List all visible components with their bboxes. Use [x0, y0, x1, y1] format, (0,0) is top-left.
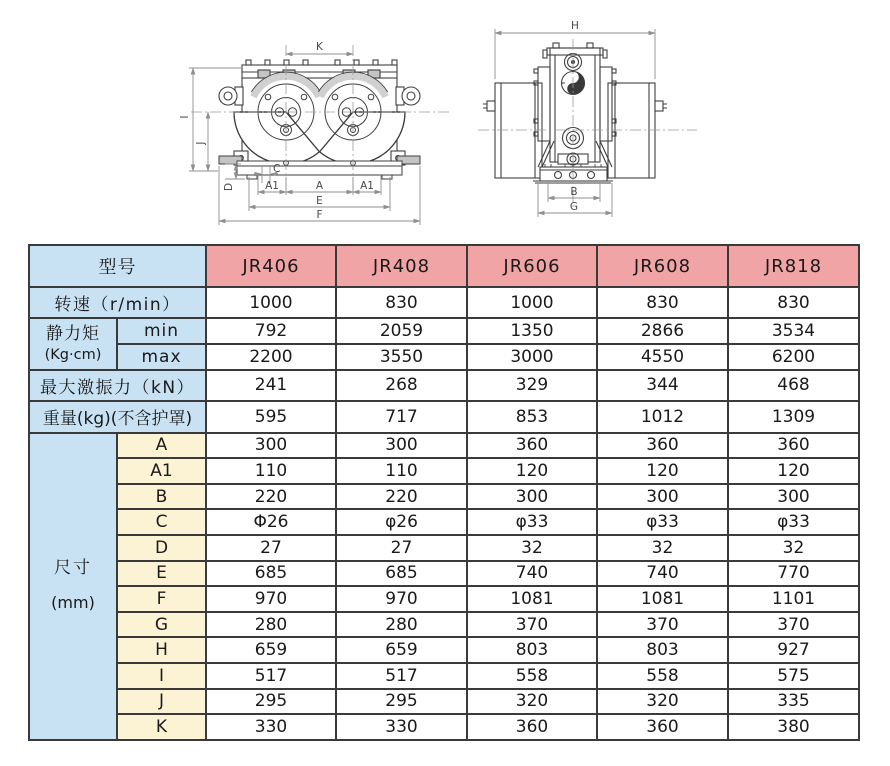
value-cell: 220 — [206, 484, 336, 510]
sub-label-F: F — [117, 586, 206, 612]
value-cell: 27 — [206, 535, 336, 561]
dim-label-h: H — [571, 20, 579, 32]
value-cell: 2200 — [206, 344, 336, 370]
value-cell: 2866 — [597, 318, 728, 344]
value-cell: 685 — [336, 561, 467, 587]
value-cell: 241 — [206, 370, 336, 401]
value-cell: 1350 — [467, 318, 597, 344]
value-cell: 220 — [336, 484, 467, 510]
dim-label-i: I — [179, 115, 191, 119]
value-cell: 32 — [467, 535, 597, 561]
value-cell: 685 — [206, 561, 336, 587]
value-cell: 120 — [728, 458, 859, 484]
dim-label-a1-right: A1 — [360, 180, 374, 192]
sub-label-K: K — [117, 714, 206, 740]
row-max-force — [29, 370, 859, 401]
value-cell: 517 — [206, 663, 336, 689]
row-dim-A1 — [29, 458, 859, 484]
value-cell: 32 — [597, 535, 728, 561]
value-cell: 300 — [336, 433, 467, 459]
value-cell: 517 — [336, 663, 467, 689]
value-cell: 295 — [206, 689, 336, 715]
row-static-moment-min — [29, 318, 859, 344]
value-cell: 360 — [467, 714, 597, 740]
value-cell: 360 — [597, 714, 728, 740]
model-cell-jr406: JR406 — [206, 245, 336, 287]
value-cell: 927 — [728, 637, 859, 663]
row-label-max-force: 最大激振力（kN） — [29, 370, 206, 401]
value-cell: 27 — [336, 535, 467, 561]
value-cell: 370 — [467, 612, 597, 638]
row-label-weight: 重量(kg)(不含护罩) — [29, 401, 206, 432]
value-cell: 3000 — [467, 344, 597, 370]
value-cell: 110 — [206, 458, 336, 484]
value-cell: φ33 — [467, 509, 597, 535]
value-cell: 295 — [336, 689, 467, 715]
value-cell: 468 — [728, 370, 859, 401]
value-cell: 370 — [597, 612, 728, 638]
value-cell: 659 — [336, 637, 467, 663]
value-cell: 320 — [467, 689, 597, 715]
value-cell: 280 — [206, 612, 336, 638]
value-cell: 300 — [728, 484, 859, 510]
row-label-speed: 转速（r/min） — [29, 287, 206, 318]
dim-label-e: E — [316, 195, 323, 207]
dim-label-c: C — [273, 163, 281, 175]
row-dim-H — [29, 637, 859, 663]
value-cell: 360 — [597, 433, 728, 459]
value-cell: 370 — [728, 612, 859, 638]
value-cell: 330 — [336, 714, 467, 740]
dim-label-b: B — [570, 186, 578, 198]
side-view-drawing — [470, 15, 705, 235]
value-cell: 830 — [728, 287, 859, 318]
value-cell: 558 — [597, 663, 728, 689]
value-cell: 659 — [206, 637, 336, 663]
row-dim-A — [29, 433, 859, 459]
row-label-dimensions — [29, 433, 117, 740]
row-label-static-moment — [29, 318, 117, 369]
base-frame — [219, 156, 420, 179]
row-dim-C — [29, 509, 859, 535]
dim-label-g: G — [569, 201, 579, 213]
value-cell: φ33 — [728, 509, 859, 535]
value-cell: 740 — [467, 561, 597, 587]
value-cell: 717 — [336, 401, 467, 432]
value-cell: 344 — [597, 370, 728, 401]
spec-table — [28, 244, 860, 741]
eccentric-weights — [234, 112, 405, 164]
sub-label-J: J — [117, 689, 206, 715]
value-cell: φ26 — [336, 509, 467, 535]
row-dim-G — [29, 612, 859, 638]
value-cell: 6200 — [728, 344, 859, 370]
row-static-moment-max — [29, 344, 859, 370]
sub-label-D: D — [117, 535, 206, 561]
sub-label-max: max — [117, 344, 206, 370]
exciter-body — [534, 43, 616, 167]
row-dim-B — [29, 484, 859, 510]
value-cell: 4550 — [597, 344, 728, 370]
sub-label-A: A — [117, 433, 206, 459]
value-cell: 280 — [336, 612, 467, 638]
model-cell-jr408: JR408 — [336, 245, 467, 287]
value-cell: 329 — [467, 370, 597, 401]
value-cell: 1309 — [728, 401, 859, 432]
value-cell: 300 — [467, 484, 597, 510]
value-cell: Φ26 — [206, 509, 336, 535]
dimensions-unit: (mm) — [51, 593, 95, 613]
value-cell: 1000 — [206, 287, 336, 318]
model-cell-jr608: JR608 — [597, 245, 728, 287]
dim-label-d: D — [223, 182, 235, 192]
row-dim-F — [29, 586, 859, 612]
value-cell: 853 — [467, 401, 597, 432]
value-cell: 300 — [206, 433, 336, 459]
value-cell: 595 — [206, 401, 336, 432]
sub-label-C: C — [117, 509, 206, 535]
value-cell: 1101 — [728, 586, 859, 612]
dim-label-a: A — [315, 180, 324, 192]
sub-label-A1: A1 — [117, 458, 206, 484]
row-dim-I — [29, 663, 859, 689]
lifting-eye-right — [396, 87, 420, 105]
value-cell: 830 — [597, 287, 728, 318]
value-cell: 1000 — [467, 287, 597, 318]
model-cell-jr606: JR606 — [467, 245, 597, 287]
value-cell: 300 — [597, 484, 728, 510]
value-cell: 770 — [728, 561, 859, 587]
row-speed — [29, 287, 859, 318]
value-cell: 575 — [728, 663, 859, 689]
static-moment-unit: (Kg·cm) — [44, 347, 102, 364]
dim-label-k: K — [316, 41, 323, 53]
sub-label-I: I — [117, 663, 206, 689]
front-view-drawing — [115, 25, 465, 235]
lifting-eye-left — [219, 87, 243, 105]
value-cell: 2059 — [336, 318, 467, 344]
value-cell: 320 — [597, 689, 728, 715]
value-cell: 268 — [336, 370, 467, 401]
value-cell: 380 — [728, 714, 859, 740]
dim-label-j: J — [195, 141, 207, 145]
value-cell: 970 — [336, 586, 467, 612]
sub-label-min: min — [117, 318, 206, 344]
dim-label-f: F — [316, 209, 323, 221]
row-dim-D — [29, 535, 859, 561]
row-dim-J — [29, 689, 859, 715]
value-cell: 330 — [206, 714, 336, 740]
value-cell: φ33 — [597, 509, 728, 535]
sub-label-B: B — [117, 484, 206, 510]
value-cell: 792 — [206, 318, 336, 344]
row-dim-K — [29, 714, 859, 740]
value-cell: 360 — [467, 433, 597, 459]
value-cell: 803 — [467, 637, 597, 663]
model-cell-jr818: JR818 — [728, 245, 859, 287]
row-weight — [29, 401, 859, 432]
model-header-cell: 型号 — [29, 245, 206, 287]
sub-label-H: H — [117, 637, 206, 663]
value-cell: 740 — [597, 561, 728, 587]
static-moment-label: 静力矩 — [46, 323, 100, 344]
value-cell: 3550 — [336, 344, 467, 370]
value-cell: 120 — [467, 458, 597, 484]
row-dim-E — [29, 561, 859, 587]
value-cell: 558 — [467, 663, 597, 689]
value-cell: 3534 — [728, 318, 859, 344]
value-cell: 335 — [728, 689, 859, 715]
value-cell: 830 — [336, 287, 467, 318]
value-cell: 1081 — [597, 586, 728, 612]
value-cell: 1012 — [597, 401, 728, 432]
dim-label-a1-left: A1 — [265, 180, 279, 192]
sub-label-G: G — [117, 612, 206, 638]
value-cell: 970 — [206, 586, 336, 612]
value-cell: 1081 — [467, 586, 597, 612]
dimensions-label: 尺寸 — [54, 557, 92, 578]
value-cell: 32 — [728, 535, 859, 561]
sub-label-E: E — [117, 561, 206, 587]
value-cell: 360 — [728, 433, 859, 459]
value-cell: 110 — [336, 458, 467, 484]
value-cell: 120 — [597, 458, 728, 484]
model-header-row — [29, 245, 859, 287]
value-cell: 803 — [597, 637, 728, 663]
